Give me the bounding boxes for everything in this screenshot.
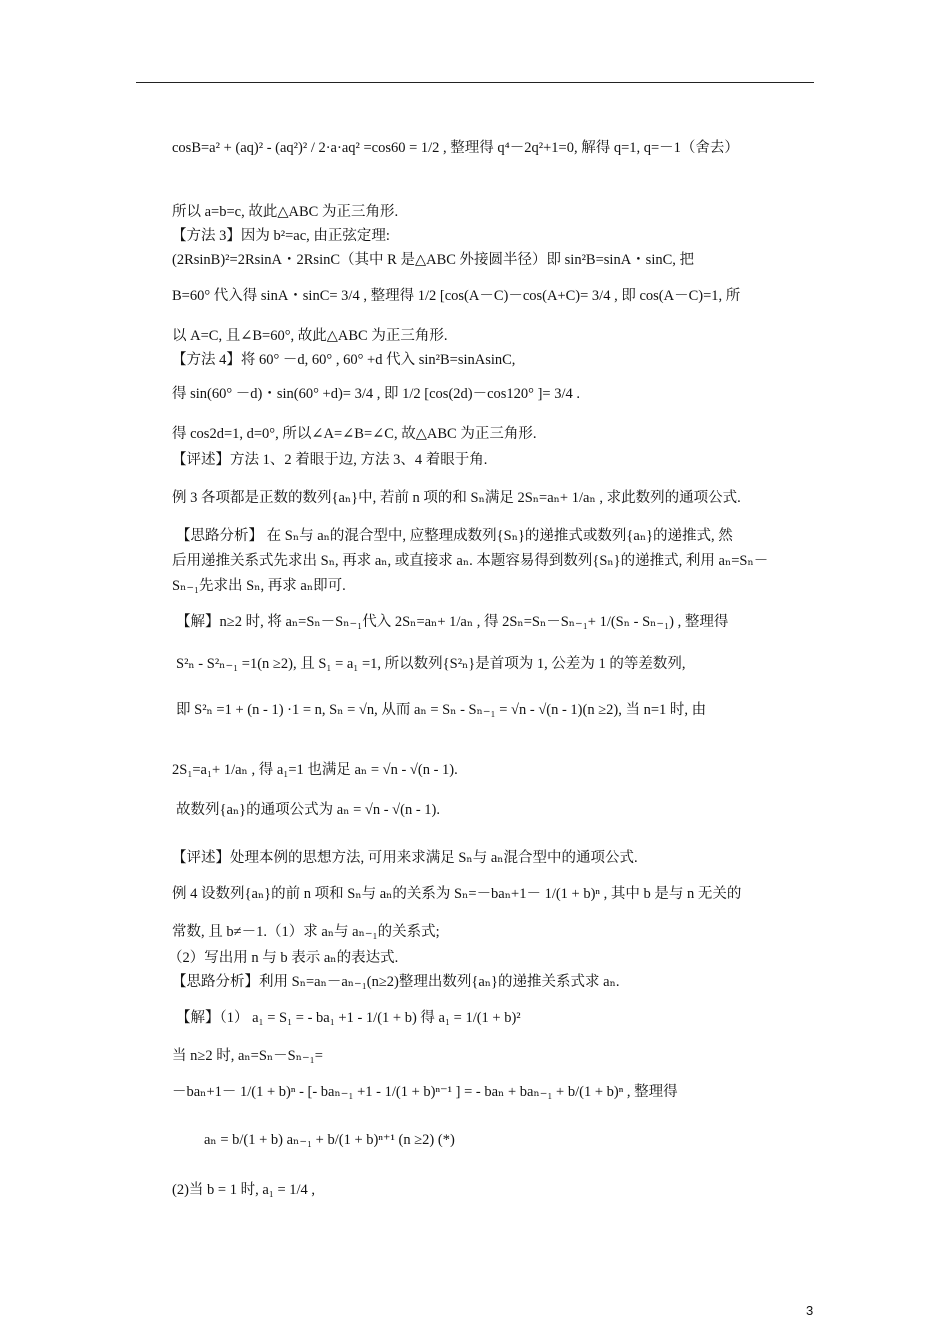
text-line: 以 A=C, 且∠B=60°, 故此△ABC 为正三角形. [172,328,448,344]
text-line: (2)当 b = 1 时, a₁ = 1/4 , [172,1182,316,1198]
text-line: 得 sin(60° －d)・sin(60° +d)= 3/4 , 即 1/2 [cos(2d)－cos120° ]= 3/4 . [172,386,581,402]
text-line: 后用递推关系式先求出 Sₙ, 再求 aₙ, 或直接求 aₙ. 本题容易得到数列{Sₙ}的递推式, 利用 aₙ=Sₙ－ [172,553,769,569]
text-line: 所以 a=b=c, 故此△ABC 为正三角形. [172,204,399,220]
text-line: 例 3 各项都是正数的数列{aₙ}中, 若前 n 项的和 Sₙ满足 2Sₙ=aₙ+ 1/aₙ , 求此数列的通项公式. [172,490,741,506]
text-line: 即 S²ₙ =1 + (n - 1) ·1 = n, Sₙ = √n, 从而 aₙ = Sₙ - Sₙ₋₁ = √n - √(n - 1)(n ≥2), 当 n=1 时, 由 [176,702,707,718]
text-line: －baₙ+1－ 1/(1 + b)ⁿ - [- baₙ₋₁ +1 - 1/(1 + b)ⁿ⁻¹ ] = - baₙ + baₙ₋₁ + b/(1 + b)ⁿ , 整理得 [172,1084,678,1100]
text-line: （2）写出用 n 与 b 表示 aₙ的表达式. [168,950,399,966]
text-line: 常数, 且 b≠－1.（1）求 aₙ与 aₙ₋₁的关系式; [172,924,440,940]
text-line: 【方法 3】因为 b²=ac, 由正弦定理: [172,228,390,244]
text-line: 【思路分析】利用 Sₙ=aₙ－aₙ₋₁(n≥2)整理出数列{aₙ}的递推关系式求 aₙ. [172,974,620,990]
text-line: 【思路分析】 在 Sₙ与 aₙ的混合型中, 应整理成数列{Sₙ}的递推式或数列{aₙ}的递推式, 然 [176,528,733,544]
text-line: 【方法 4】将 60° －d, 60° , 60° +d 代入 sin²B=sinAsinC, [172,352,516,368]
header-rule [136,82,814,83]
text-line: 故数列{aₙ}的通项公式为 aₙ = √n - √(n - 1). [176,802,440,818]
text-line: 【解】（1） a₁ = S₁ = - ba₁ +1 - 1/(1 + b) 得 a₁ = 1/(1 + b)² [176,1010,521,1026]
text-line: (2RsinB)²=2RsinA・2RsinC（其中 R 是△ABC 外接圆半径）即 sin²B=sinA・sinC, 把 [172,252,695,268]
text-line: 【解】n≥2 时, 将 aₙ=Sₙ－Sₙ₋₁代入 2Sₙ=aₙ+ 1/aₙ , 得 2Sₙ=Sₙ－Sₙ₋₁+ 1/(Sₙ - Sₙ₋₁) , 整理得 [176,614,729,630]
text-line: 2S₁=a₁+ 1/aₙ , 得 a₁=1 也满足 aₙ = √n - √(n - 1). [172,762,458,778]
text-line: 例 4 设数列{aₙ}的前 n 项和 Sₙ与 aₙ的关系为 Sₙ=－baₙ+1－ 1/(1 + b)ⁿ , 其中 b 是与 n 无关的 [172,886,742,902]
text-line: Sₙ₋₁先求出 Sₙ, 再求 aₙ即可. [172,578,346,594]
text-line: S²ₙ - S²ₙ₋₁ =1(n ≥2), 且 S₁ = a₁ =1, 所以数列{S²ₙ}是首项为 1, 公差为 1 的等差数列, [176,656,686,672]
text-line: B=60° 代入得 sinA・sinC= 3/4 , 整理得 1/2 [cos(A－C)－cos(A+C)= 3/4 , 即 cos(A－C)=1, 所 [172,288,741,304]
text-line: 【评述】处理本例的思想方法, 可用来求满足 Sₙ与 aₙ混合型中的通项公式. [172,850,638,866]
text-line: 【评述】方法 1、2 着眼于边, 方法 3、4 着眼于角. [172,452,488,468]
text-line: aₙ = b/(1 + b) aₙ₋₁ + b/(1 + b)ⁿ⁺¹ (n ≥2) (*) [204,1132,455,1148]
text-line: 当 n≥2 时, aₙ=Sₙ－Sₙ₋₁= [172,1048,323,1064]
text-line: 得 cos2d=1, d=0°, 所以∠A=∠B=∠C, 故△ABC 为正三角形. [172,426,537,442]
text-line: cosB=a² + (aq)² - (aq²)² / 2·a·aq² =cos60 = 1/2 , 整理得 q⁴－2q²+1=0, 解得 q=1, q=－1（舍去） [172,140,739,156]
page-number: 3 [806,1303,814,1318]
